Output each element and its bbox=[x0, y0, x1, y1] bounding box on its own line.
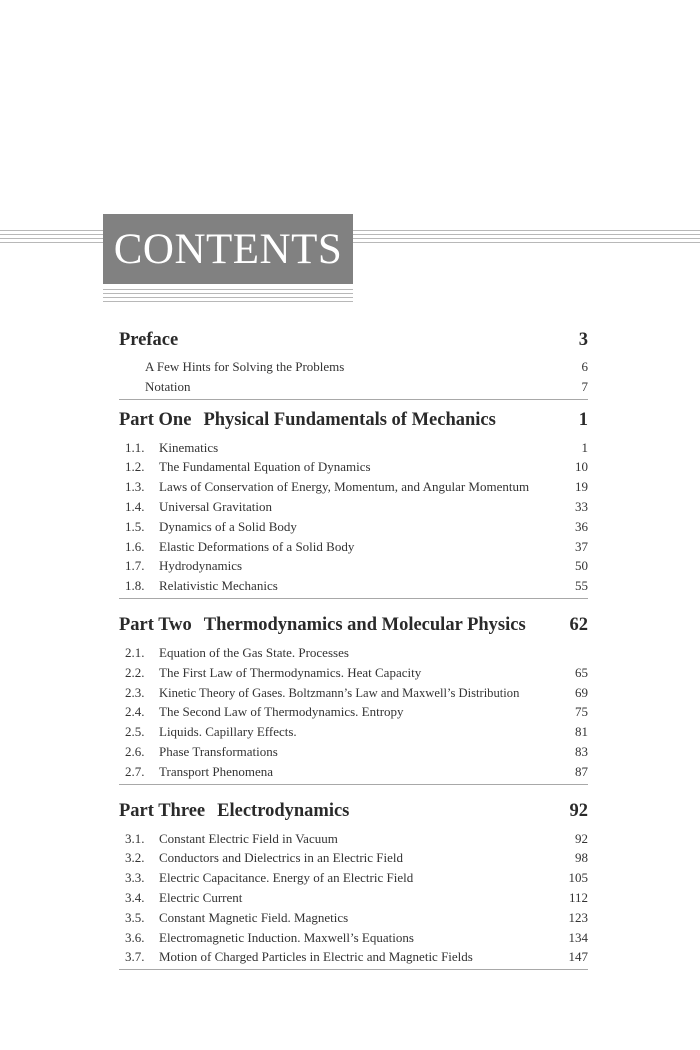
entry-page: 55 bbox=[575, 578, 588, 594]
entry-page: 147 bbox=[568, 949, 588, 965]
entry-title: A Few Hints for Solving the Problems bbox=[145, 359, 345, 374]
entry-page: 6 bbox=[581, 359, 588, 374]
entry-title: Dynamics of a Solid Body bbox=[159, 518, 297, 534]
list-item[interactable] bbox=[119, 663, 588, 683]
list-item[interactable] bbox=[119, 438, 588, 458]
list-item[interactable] bbox=[119, 457, 588, 477]
entry-number: 1.5. bbox=[125, 518, 145, 534]
part-label: Part Three bbox=[119, 800, 206, 821]
entry-number: 3.3. bbox=[125, 870, 145, 886]
list-item[interactable] bbox=[119, 576, 588, 596]
entry-title: Electromagnetic Induction. Maxwell’s Equations bbox=[159, 929, 414, 945]
entry-page: 92 bbox=[575, 830, 588, 846]
heading-rule bbox=[0, 230, 103, 231]
list-item[interactable] bbox=[119, 517, 588, 537]
entry-number: 2.3. bbox=[125, 684, 145, 700]
list-item[interactable] bbox=[119, 556, 588, 576]
entry-number: 1.6. bbox=[125, 538, 145, 554]
part-one-entries bbox=[119, 438, 588, 599]
entry-title: Electric Capacitance. Energy of an Electric Field bbox=[159, 870, 414, 886]
entry-title: Laws of Conservation of Energy, Momentum, and Angular Momentum bbox=[159, 479, 530, 495]
list-item[interactable] bbox=[119, 377, 588, 397]
list-item[interactable] bbox=[119, 868, 588, 888]
entry-page: 7 bbox=[581, 378, 588, 394]
heading-rule bbox=[103, 289, 353, 290]
entry-number: 2.7. bbox=[125, 763, 145, 779]
entry-title: The First Law of Thermodynamics. Heat Capacity bbox=[159, 664, 422, 680]
heading-rule bbox=[353, 230, 700, 231]
contents-heading: CONTENTS bbox=[103, 214, 353, 284]
part-two-heading[interactable] bbox=[119, 611, 588, 639]
part-label: Part One bbox=[119, 409, 192, 430]
entry-number: 2.4. bbox=[125, 704, 145, 720]
entry-title: Motion of Charged Particles in Electric and Magnetic Fields bbox=[159, 949, 473, 965]
entry-title: Relativistic Mechanics bbox=[159, 578, 278, 594]
entry-title: Constant Electric Field in Vacuum bbox=[159, 830, 338, 846]
table-of-contents bbox=[119, 326, 588, 970]
entry-number: 1.1. bbox=[125, 439, 145, 455]
list-item[interactable] bbox=[119, 722, 588, 742]
preface-entries bbox=[119, 357, 588, 400]
entry-number: 1.2. bbox=[125, 459, 145, 475]
entry-page: 33 bbox=[575, 498, 588, 514]
entry-number: 3.6. bbox=[125, 929, 145, 945]
heading-rule bbox=[353, 238, 700, 239]
entry-page: 69 bbox=[575, 684, 588, 700]
preface-page: 3 bbox=[578, 330, 588, 350]
list-item[interactable] bbox=[119, 947, 588, 967]
part-page: 62 bbox=[569, 614, 588, 635]
heading-rule bbox=[0, 242, 103, 243]
entry-title: Kinetic Theory of Gases. Boltzmann’s Law and Maxwell’s Distribution bbox=[159, 685, 520, 700]
entry-page: 87 bbox=[575, 763, 588, 779]
entry-title: Universal Gravitation bbox=[159, 498, 272, 514]
list-item[interactable] bbox=[119, 702, 588, 722]
entry-title: Conductors and Dielectrics in an Electric Field bbox=[159, 850, 404, 866]
entry-title: The Fundamental Equation of Dynamics bbox=[159, 459, 371, 475]
part-page: 92 bbox=[569, 800, 588, 821]
entry-title: Equation of the Gas State. Processes bbox=[159, 644, 349, 660]
heading-rule bbox=[353, 242, 700, 243]
preface-title: Preface bbox=[119, 330, 179, 350]
entry-number: 1.7. bbox=[125, 558, 145, 574]
entry-page: 105 bbox=[568, 870, 588, 886]
heading-rule bbox=[0, 238, 103, 239]
entry-number: 3.4. bbox=[125, 889, 145, 905]
entry-number: 2.1. bbox=[125, 644, 145, 660]
part-two-entries bbox=[119, 643, 588, 785]
entry-page: 37 bbox=[575, 538, 588, 554]
part-title: Electrodynamics bbox=[217, 800, 350, 821]
entry-number: 1.4. bbox=[125, 498, 145, 514]
entry-page: 19 bbox=[575, 479, 588, 495]
entry-number: 1.3. bbox=[125, 479, 145, 495]
part-three-heading[interactable] bbox=[119, 797, 588, 825]
entry-page: 98 bbox=[575, 850, 588, 866]
entry-page: 134 bbox=[568, 929, 588, 945]
entry-title: Electric Current bbox=[159, 889, 243, 905]
part-three-entries bbox=[119, 829, 588, 971]
entry-number: 3.2. bbox=[125, 850, 145, 866]
list-item[interactable] bbox=[119, 477, 588, 497]
entry-number: 3.1. bbox=[125, 830, 145, 846]
entry-number: 3.7. bbox=[125, 949, 145, 965]
part-label: Part Two bbox=[119, 614, 192, 635]
entry-page: 50 bbox=[575, 558, 588, 574]
list-item[interactable] bbox=[119, 643, 588, 663]
entry-title: Hydrodynamics bbox=[159, 558, 243, 574]
entry-page: 123 bbox=[568, 909, 588, 925]
entry-title: Elastic Deformations of a Solid Body bbox=[159, 538, 355, 554]
part-title: Thermodynamics and Molecular Physics bbox=[203, 614, 526, 635]
entry-number: 1.8. bbox=[125, 578, 145, 594]
entry-page: 65 bbox=[575, 664, 588, 680]
entry-page: 36 bbox=[575, 518, 588, 534]
entry-number: 2.2. bbox=[125, 664, 145, 680]
list-item[interactable] bbox=[119, 742, 588, 762]
list-item[interactable] bbox=[119, 829, 588, 849]
entry-title: Kinematics bbox=[159, 439, 219, 455]
entry-page: 112 bbox=[568, 889, 588, 905]
heading-rule bbox=[0, 234, 103, 235]
list-item[interactable] bbox=[119, 537, 588, 557]
part-title: Physical Fundamentals of Mechanics bbox=[203, 409, 496, 430]
entry-title: Transport Phenomena bbox=[159, 763, 273, 779]
heading-rule bbox=[353, 234, 700, 235]
entry-number: 2.6. bbox=[125, 743, 145, 759]
preface-heading[interactable] bbox=[119, 326, 588, 354]
list-item[interactable] bbox=[119, 357, 588, 377]
entry-page: 83 bbox=[575, 743, 588, 759]
list-item[interactable] bbox=[119, 908, 588, 928]
list-item[interactable] bbox=[119, 848, 588, 868]
list-item[interactable] bbox=[119, 762, 588, 782]
part-one-heading[interactable] bbox=[119, 406, 588, 434]
entry-title: Notation bbox=[145, 378, 191, 394]
heading-rule bbox=[103, 297, 353, 298]
entry-page: 1 bbox=[581, 439, 588, 455]
entry-title: Phase Transformations bbox=[159, 743, 278, 759]
entry-number: 2.5. bbox=[125, 724, 145, 740]
entry-page: 81 bbox=[575, 724, 588, 740]
entry-title: The Second Law of Thermodynamics. Entropy bbox=[159, 704, 404, 720]
entry-title: Liquids. Capillary Effects. bbox=[159, 724, 297, 740]
list-item[interactable] bbox=[119, 888, 588, 908]
list-item[interactable] bbox=[119, 928, 588, 948]
entry-page: 75 bbox=[575, 704, 588, 720]
entry-page: 10 bbox=[575, 459, 588, 475]
list-item[interactable] bbox=[119, 683, 588, 703]
entry-title: Constant Magnetic Field. Magnetics bbox=[159, 909, 349, 925]
list-item[interactable] bbox=[119, 497, 588, 517]
heading-rule bbox=[103, 301, 353, 302]
entry-number: 3.5. bbox=[125, 909, 145, 925]
heading-rule bbox=[103, 293, 353, 294]
part-page: 1 bbox=[578, 409, 588, 430]
